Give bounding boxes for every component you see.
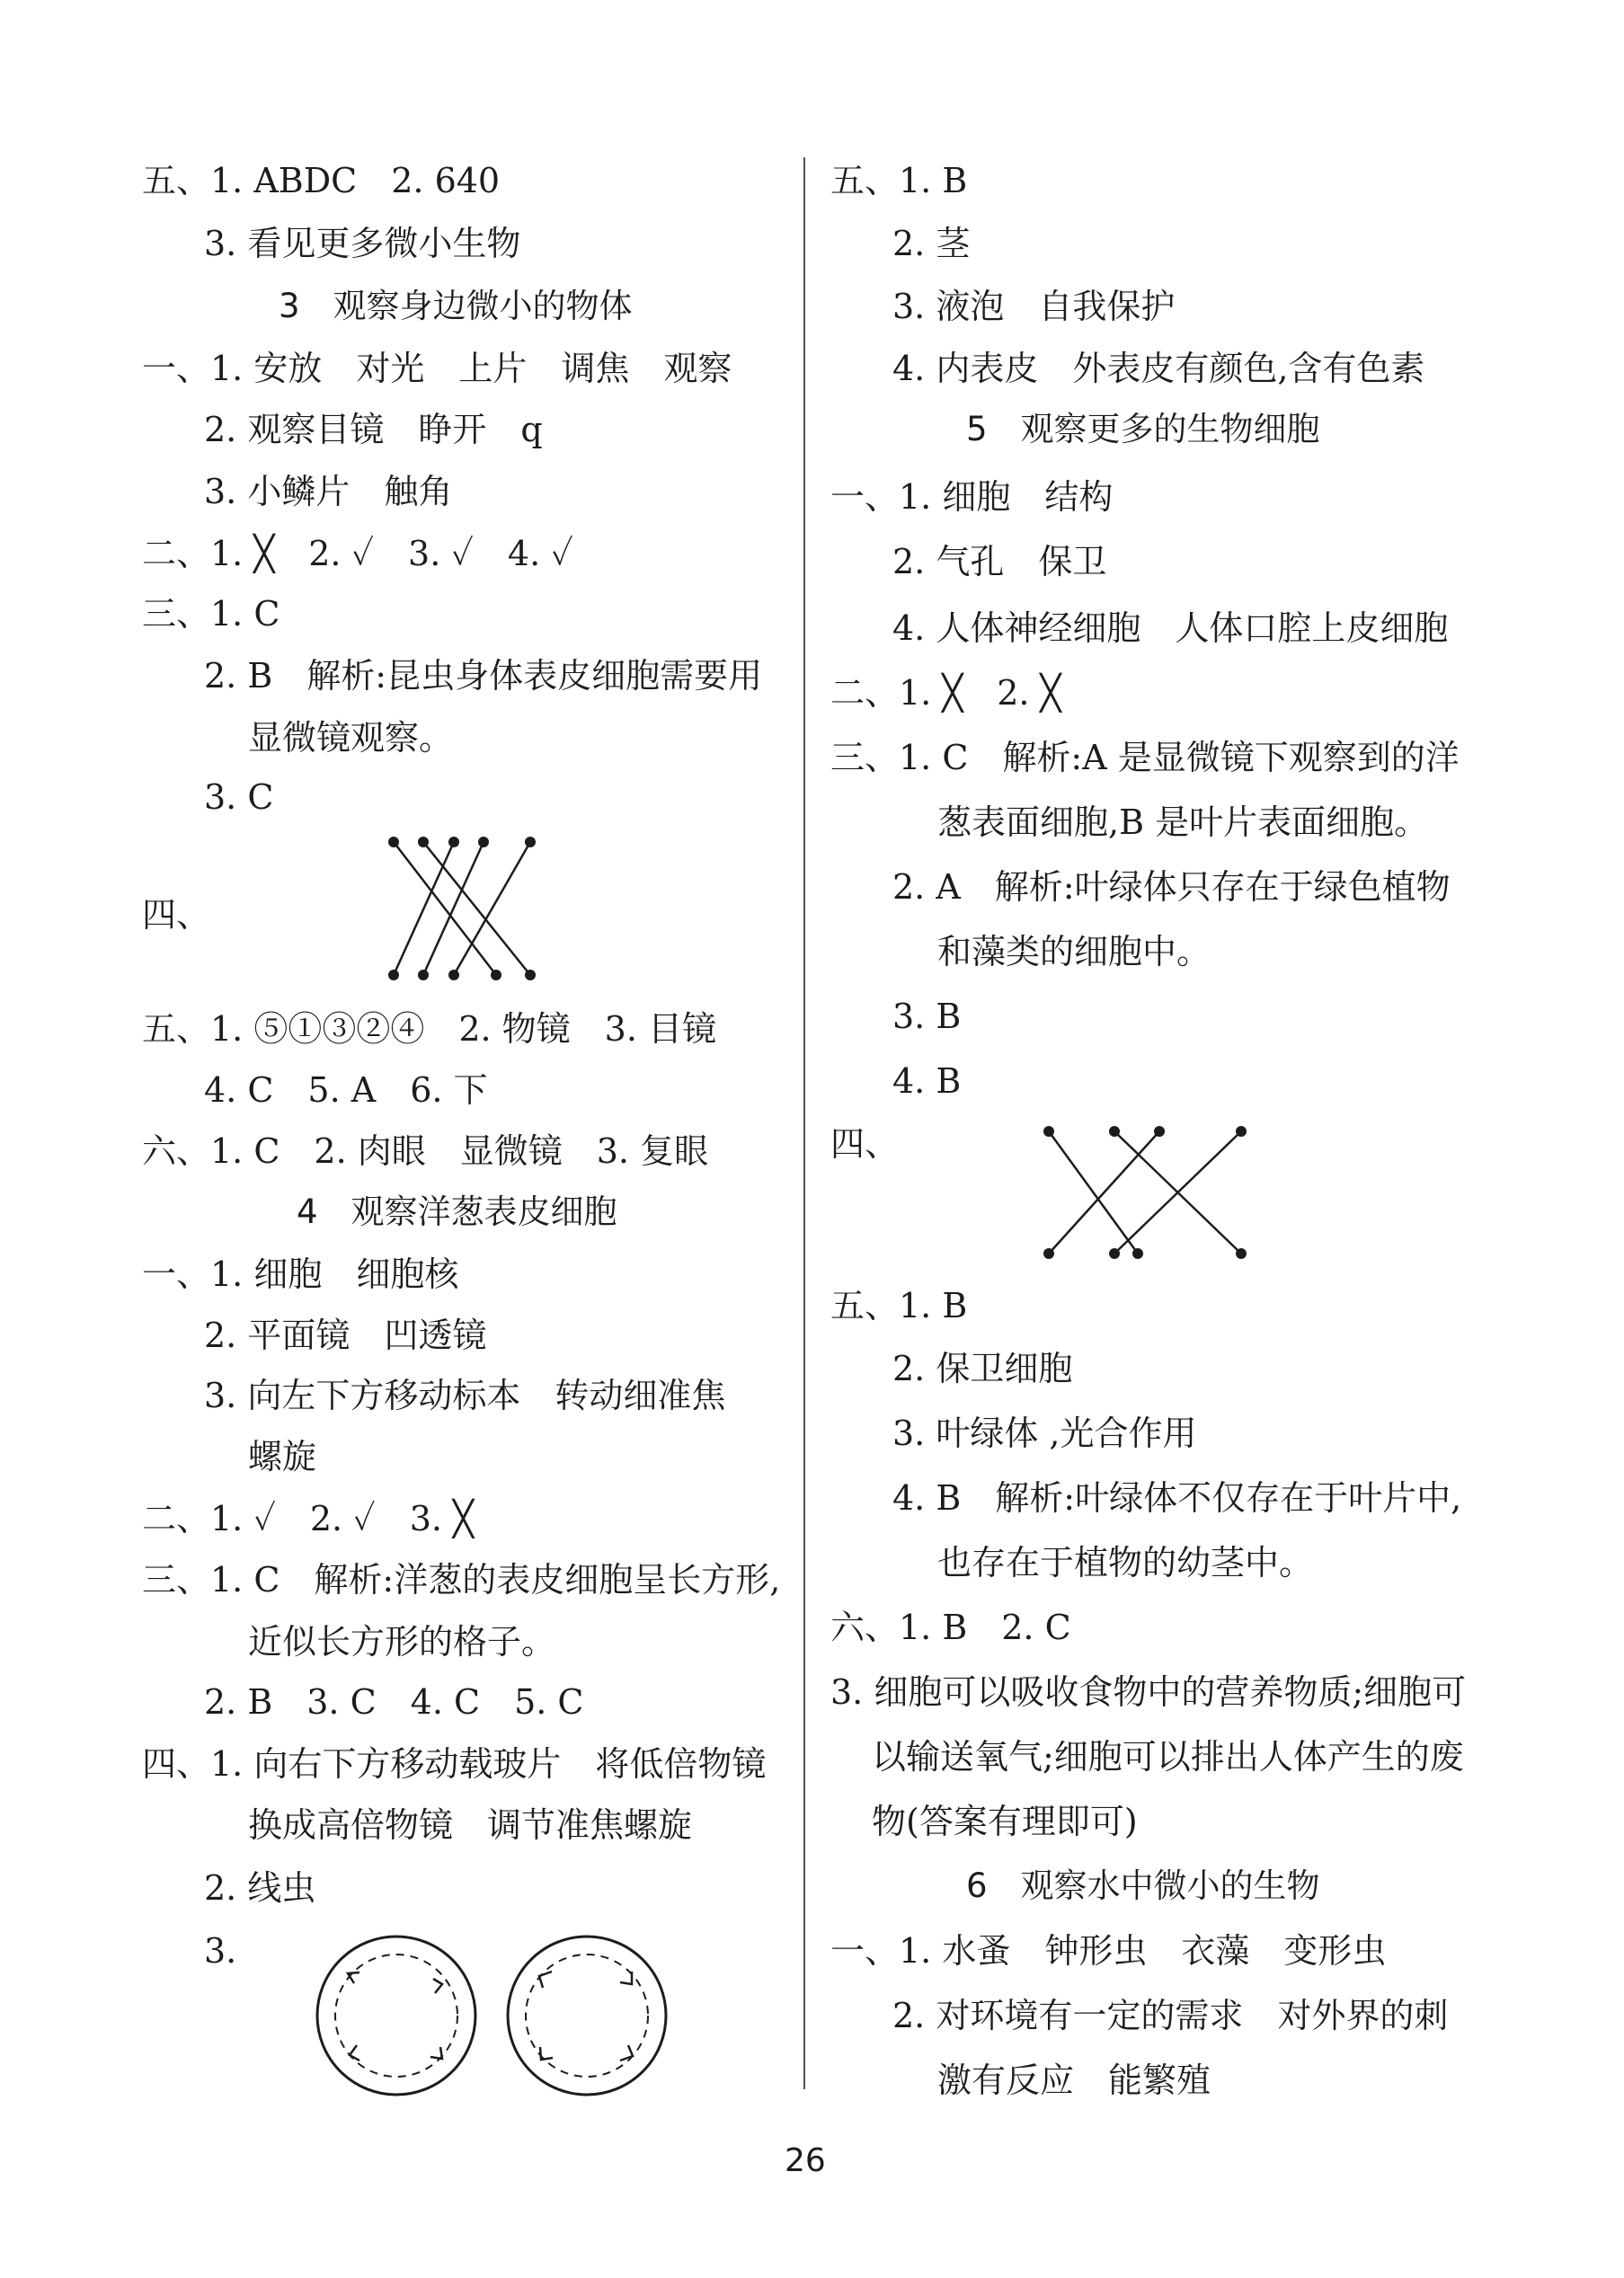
right-line: 2. A 解析:叶绿体只存在于绿色植物 bbox=[892, 867, 1451, 907]
column-divider bbox=[803, 157, 805, 2089]
left-line: 4. C 5. A 6. 下 bbox=[204, 1070, 488, 1110]
page-number: 26 bbox=[785, 2142, 826, 2179]
right-line: 3. 液泡 自我保护 bbox=[892, 287, 1176, 326]
left-line: 二、1. ╳ 2. ✓ 3. ✓ 4. ✓ bbox=[142, 534, 573, 573]
matching-lines-diagram-left bbox=[377, 827, 557, 988]
left-line: 三、1. C 解析:洋葱的表皮细胞呈长方形, bbox=[142, 1560, 781, 1600]
left-line: 近似长方形的格子。 bbox=[248, 1622, 556, 1662]
left-line: 三、1. C bbox=[142, 594, 280, 634]
left-line: 2. B 解析:昆虫身体表皮细胞需要用 bbox=[204, 656, 763, 696]
circle-movement-diagram-counterclockwise bbox=[503, 1932, 670, 2099]
circle-movement-diagram-clockwise bbox=[313, 1932, 480, 2099]
right-line: 2. 气孔 保卫 bbox=[892, 542, 1107, 581]
right-line: 一、1. 水蚤 钟形虫 衣藻 变形虫 bbox=[830, 1931, 1387, 1971]
left-line: 3. 小鳞片 触角 bbox=[204, 472, 453, 511]
left-line: 六、1. C 2. 肉眼 显微镜 3. 复眼 bbox=[142, 1131, 709, 1171]
right-line: 2. 茎 bbox=[892, 224, 971, 263]
right-line: 3. B bbox=[892, 997, 962, 1036]
left-line: 螺旋 bbox=[248, 1437, 317, 1476]
left-line: 四、 bbox=[142, 895, 211, 935]
left-line: 3. 向左下方移动标本 转动细准焦 bbox=[204, 1376, 726, 1415]
right-line: 3. 细胞可以吸收食物中的营养物质;细胞可 bbox=[830, 1672, 1467, 1712]
right-line: 六、1. B 2. C bbox=[830, 1608, 1071, 1647]
matching-lines-diagram-right bbox=[1038, 1119, 1254, 1263]
right-line: 和藻类的细胞中。 bbox=[937, 932, 1211, 971]
section-heading: 3 观察身边微小的物体 bbox=[279, 287, 633, 325]
right-line: 一、1. 细胞 结构 bbox=[830, 477, 1114, 517]
right-line: 五、1. B bbox=[830, 1286, 968, 1325]
right-line: 激有反应 能繁殖 bbox=[937, 2061, 1211, 2100]
right-line: 四、 bbox=[830, 1124, 900, 1164]
left-line: 3. C bbox=[204, 777, 274, 817]
left-line: 2. 观察目镜 睁开 q bbox=[204, 410, 543, 449]
section-heading: 4 观察洋葱表皮细胞 bbox=[297, 1192, 617, 1231]
left-line: 换成高倍物镜 调节准焦螺旋 bbox=[248, 1805, 693, 1845]
right-line: 以输送氧气;细胞可以排出人体产生的废 bbox=[872, 1737, 1464, 1777]
section-heading: 5 观察更多的生物细胞 bbox=[966, 410, 1320, 448]
left-line: 3. 看见更多微小生物 bbox=[204, 224, 521, 263]
right-line: 物(答案有理即可) bbox=[872, 1802, 1138, 1841]
right-line: 2. 保卫细胞 bbox=[892, 1349, 1073, 1388]
left-line: 二、1. ✓ 2. ✓ 3. ╳ bbox=[142, 1499, 474, 1538]
right-line: 五、1. B bbox=[830, 161, 968, 200]
left-line: 2. 平面镜 凹透镜 bbox=[204, 1316, 487, 1355]
section-heading: 6 观察水中微小的生物 bbox=[966, 1866, 1320, 1905]
left-line: 3. bbox=[204, 1931, 237, 1971]
right-line: 二、1. ╳ 2. ╳ bbox=[830, 673, 1061, 713]
left-line: 2. 线虫 bbox=[204, 1868, 316, 1908]
right-line: 4. 人体神经细胞 人体口腔上皮细胞 bbox=[892, 608, 1449, 648]
right-line: 4. 内表皮 外表皮有颜色,含有色素 bbox=[892, 349, 1425, 388]
right-line: 2. 对环境有一定的需求 对外界的刺 bbox=[892, 1996, 1449, 2035]
right-line: 4. B bbox=[892, 1061, 962, 1101]
left-line: 四、1. 向右下方移动载玻片 将低倍物镜 bbox=[142, 1744, 767, 1784]
right-line: 4. B 解析:叶绿体不仅存在于叶片中, bbox=[892, 1478, 1462, 1518]
left-line: 显微镜观察。 bbox=[248, 718, 454, 758]
right-line: 三、1. C 解析:A 是显微镜下观察到的洋 bbox=[830, 738, 1460, 777]
left-line: 2. B 3. C 4. C 5. C bbox=[204, 1682, 584, 1722]
right-line: 3. 叶绿体 ,光合作用 bbox=[892, 1414, 1197, 1453]
left-line: 五、1. ⑤①③②④ 2. 物镜 3. 目镜 bbox=[142, 1009, 717, 1049]
right-line: 也存在于植物的幼茎中。 bbox=[937, 1543, 1314, 1582]
right-line: 葱表面细胞,B 是叶片表面细胞。 bbox=[937, 802, 1429, 842]
left-line: 五、1. ABDC 2. 640 bbox=[142, 161, 501, 200]
left-line: 一、1. 细胞 细胞核 bbox=[142, 1254, 459, 1294]
left-line: 一、1. 安放 对光 上片 调焦 观察 bbox=[142, 349, 732, 388]
